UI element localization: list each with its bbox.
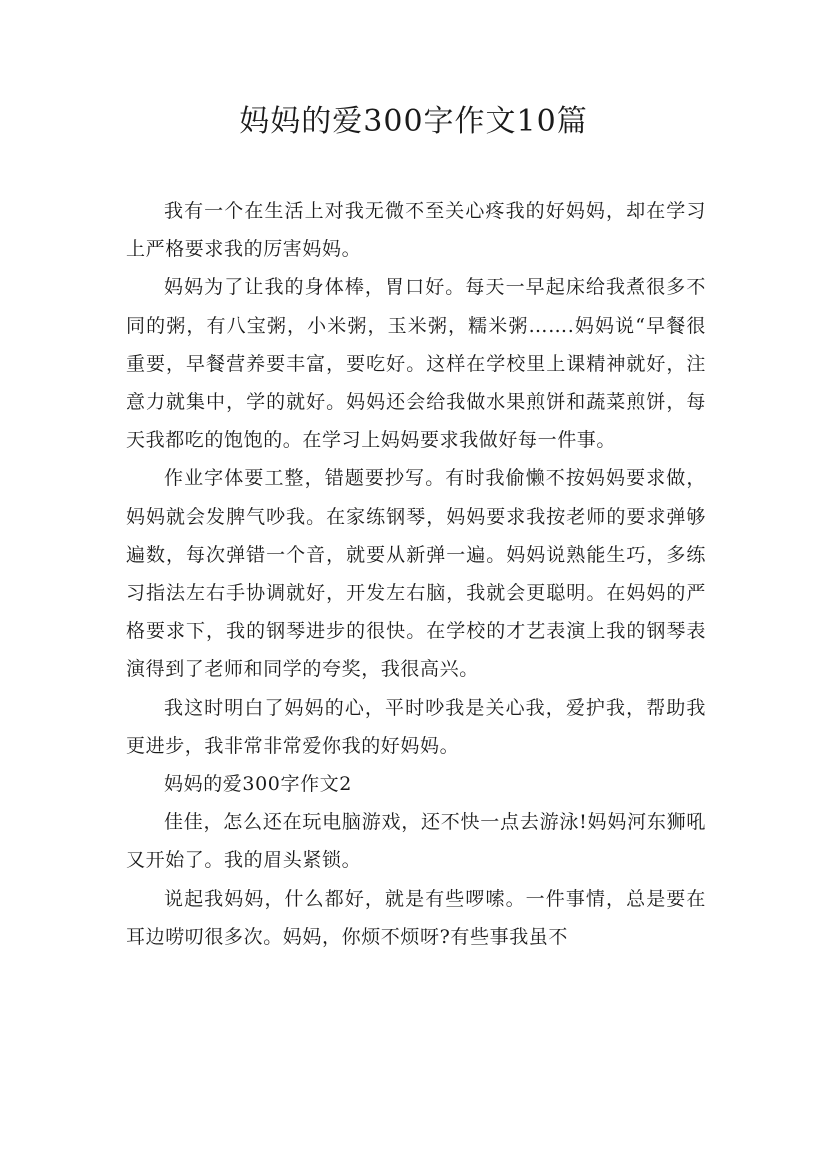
paragraph: 妈妈为了让我的身体棒，胃口好。每天一早起床给我煮很多不同的粥，有八宝粥，小米粥，玉米粥，糯米粥…….妈妈说“早餐很重要，早餐营养要丰富，要吃好。这样在学校里上课精神就好，注意力就集中，学的就好。妈妈还会给我做水果煎饼和蔬菜煎饼，每天我都吃的饱饱的。在学习上妈妈要求我做好每一件事。 [126, 276, 706, 452]
paragraph: 我这时明白了妈妈的心，平时吵我是关心我，爱护我，帮助我更进步，我非常非常爱你我的好妈妈。 [126, 696, 706, 757]
paragraph: 作业字体要工整，错题要抄写。有时我偷懒不按妈妈要求做，妈妈就会发脾气吵我。在家练钢琴，妈妈要求我按老师的要求弹够遍数，每次弹错一个音，就要从新弹一遍。妈妈说熟能生巧，多练习指法左右手协调就好，开发左右脑，我就会更聪明。在妈妈的严格要求下，我的钢琴进步的很快。在学校的才艺表演上我的钢琴表演得到了老师和同学的夸奖，我很高兴。 [126, 467, 706, 681]
section-subheading: 妈妈的爱300字作文2 [164, 773, 352, 796]
paragraph: 佳佳，怎么还在玩电脑游戏，还不快一点去游泳!妈妈河东狮吼又开始了。我的眉头紧锁。 [126, 811, 706, 872]
paragraph: 说起我妈妈，什么都好，就是有些啰嗦。一件事情，总是要在耳边唠叨很多次。妈妈，你烦不烦呀?有些事我虽不 [126, 887, 706, 948]
document-title: 妈妈的爱300字作文10篇 [239, 104, 588, 139]
document-body [126, 192, 706, 956]
paragraph: 我有一个在生活上对我无微不至关心疼我的好妈妈，却在学习上严格要求我的厉害妈妈。 [126, 200, 706, 261]
